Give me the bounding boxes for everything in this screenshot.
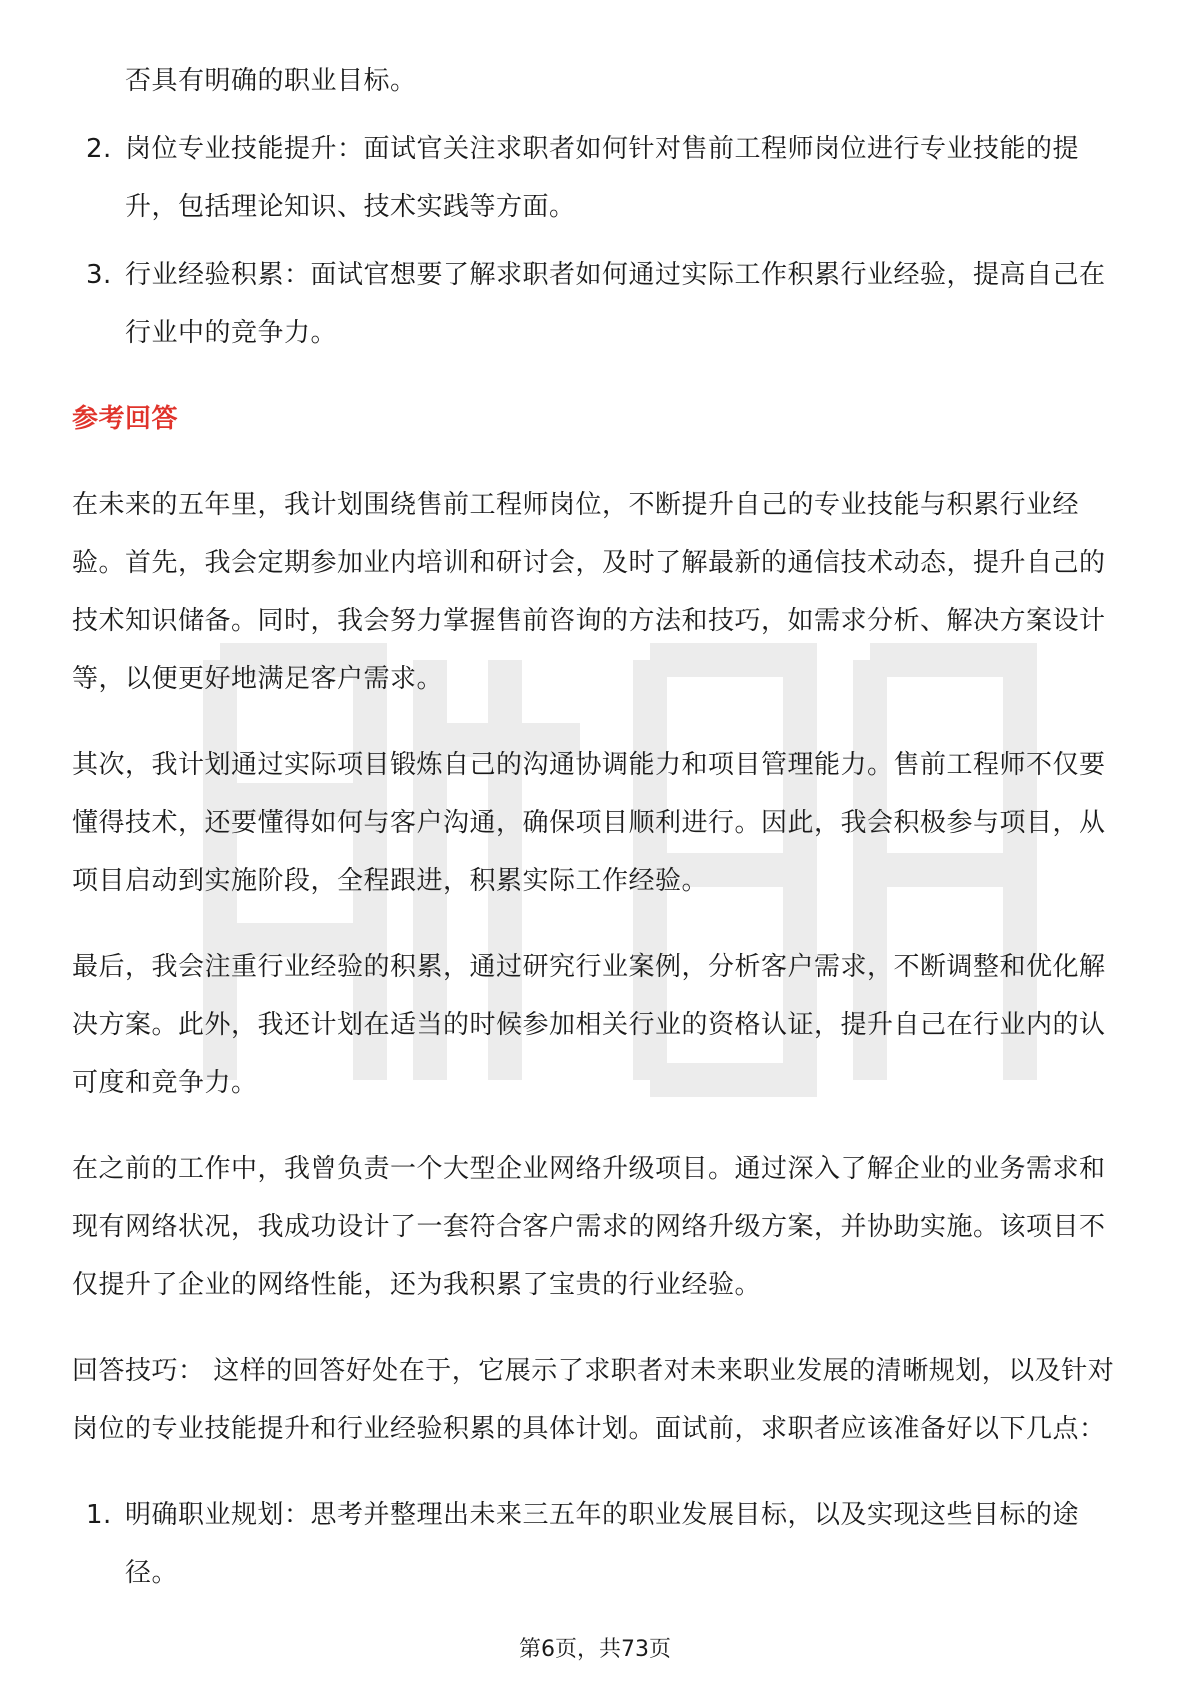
paragraph: 其次，我计划通过实际项目锻炼自己的沟通协调能力和项目管理能力。售前工程师不仅要懂得技术，还要懂得如何与客户沟通，确保项目顺利进行。因此，我会积极参与项目，从项目启动到实施阶段，全程跟进，积累实际工作经验。 [72,750,1106,896]
list-item-number: 3. [86,260,112,290]
paragraph: 最后，我会注重行业经验的积累，通过研究行业案例，分析客户需求，不断调整和优化解决方案。此外，我还计划在适当的时候参加相关行业的资格认证，提升自己在行业内的认可度和竞争力。 [72,952,1106,1098]
top-numbered-list [72,120,1122,362]
paragraph: 在之前的工作中，我曾负责一个大型企业网络升级项目。通过深入了解企业的业务需求和现有网络状况，我成功设计了一套符合客户需求的网络升级方案，并协助实施。该项目不仅提升了企业的网络性能，还为我积累了宝贵的行业经验。 [72,1154,1106,1300]
list-item-continuation: 否具有明确的职业目标。 [125,66,417,96]
list-item [72,1486,1122,1602]
bottom-numbered-list [72,1486,1122,1602]
list-item-text: 明确职业规划：思考并整理出未来三五年的职业发展目标，以及实现这些目标的途径。 [125,1500,1080,1588]
list-item-text: 行业经验积累：面试官想要了解求职者如何通过实际工作积累行业经验，提高自己在行业中的竞争力。 [125,260,1106,348]
page-footer: 第6页，共73页 [519,1637,671,1662]
list-item [72,246,1122,362]
paragraph: 在未来的五年里，我计划围绕售前工程师岗位，不断提升自己的专业技能与积累行业经验。首先，我会定期参加业内培训和研讨会，及时了解最新的通信技术动态，提升自己的技术知识储备。同时，我会努力掌握售前咨询的方法和技巧，如需求分析、解决方案设计等，以便更好地满足客户需求。 [72,490,1106,694]
section-title: 参考回答 [72,404,179,434]
list-item [72,120,1122,236]
list-item-text: 岗位专业技能提升：面试官关注求职者如何针对售前工程师岗位进行专业技能的提升，包括理论知识、技术实践等方面。 [125,134,1080,222]
tips-paragraph: 回答技巧： 这样的回答好处在于，它展示了求职者对未来职业发展的清晰规划，以及针对岗位的专业技能提升和行业经验积累的具体计划。面试前，求职者应该准备好以下几点： [72,1356,1115,1444]
document-content [72,52,1122,1602]
list-item-number: 2. [86,134,112,164]
list-item-number: 1. [86,1500,112,1530]
